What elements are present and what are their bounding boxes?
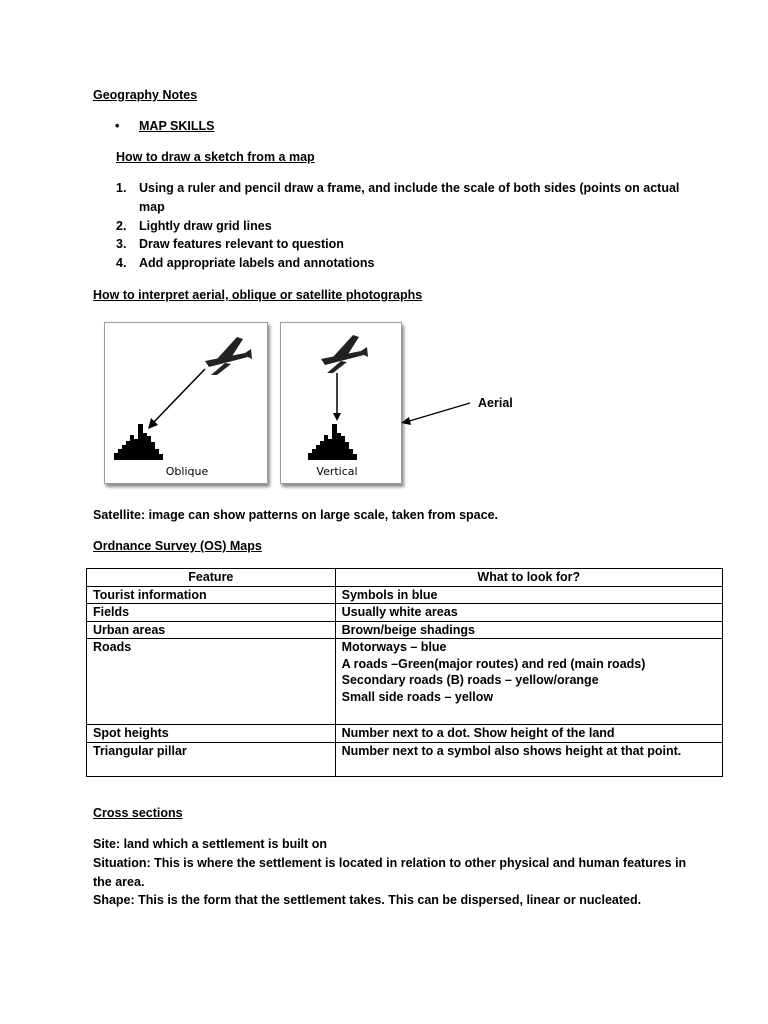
look-cell: Brown/beige shadings [335, 621, 722, 639]
look-cell [335, 639, 722, 725]
vertical-label: Vertical [316, 465, 358, 478]
feature-cell: Spot heights [87, 725, 336, 743]
vertical-plane-diagram [281, 323, 401, 483]
definition-situation [93, 856, 686, 870]
table-row [87, 604, 723, 622]
definition-site [93, 837, 327, 851]
feature-cell: Urban areas [87, 621, 336, 639]
look-cell: Number next to a symbol also shows height at that point. [335, 742, 722, 776]
table-row [87, 621, 723, 639]
section-map-skills: MAP SKILLS [139, 119, 215, 133]
table-row [87, 586, 723, 604]
oblique-plane-diagram [105, 323, 267, 483]
feature-cell: Triangular pillar [87, 742, 336, 776]
step-number: 3. [116, 237, 127, 251]
step-text: Using a ruler and pencil draw a frame, and include the scale of both sides (points on actual [139, 181, 680, 195]
oblique-photo [104, 322, 268, 484]
feature-cell: Tourist information [87, 586, 336, 604]
vertical-photo [280, 322, 402, 484]
table-row [87, 742, 723, 776]
step-number: 2. [116, 219, 127, 233]
feature-cell: Roads [87, 639, 336, 725]
step-text: Lightly draw grid lines [139, 219, 272, 233]
satellite-text: Satellite: image can show patterns on large scale, taken from space. [93, 508, 499, 522]
look-cell: Number next to a dot. Show height of the land [335, 725, 722, 743]
definition-text: This is the form that the settlement takes. This can be dispersed, linear or nucleated. [134, 893, 642, 907]
look-cell: Symbols in blue [335, 586, 722, 604]
table-row [87, 725, 723, 743]
table-header-row [87, 569, 723, 587]
plane-icon [321, 335, 368, 373]
sketch-heading: How to draw a sketch from a map [116, 150, 315, 164]
step-number: 1. [116, 181, 127, 195]
cross-sections-heading: Cross sections [93, 806, 183, 820]
plane-icon [205, 337, 252, 375]
aerial-arrow [398, 395, 473, 427]
definition-term: Situation: [93, 856, 151, 870]
os-heading: Ordnance Survey (OS) Maps [93, 539, 262, 553]
interpret-heading: How to interpret aerial, oblique or satellite photographs [93, 288, 423, 302]
column-header-look: What to look for? [335, 569, 722, 587]
aerial-label: Aerial [478, 396, 513, 410]
step-text: Add appropriate labels and annotations [139, 256, 375, 270]
look-cell: Usually white areas [335, 604, 722, 622]
definition-situation-continued: the area. [93, 875, 145, 889]
page-title: Geography Notes [93, 88, 198, 102]
look-line: A roads –Green(major routes) and red (main roads) [341, 656, 646, 671]
look-line: Small side roads – yellow [341, 689, 494, 704]
os-map-table [86, 568, 723, 777]
look-line: Motorways – blue [341, 640, 447, 654]
step-text-continued: map [139, 200, 165, 214]
oblique-label: Oblique [165, 465, 209, 478]
definition-text: land which a settlement is built on [120, 837, 328, 851]
table-row [87, 639, 723, 725]
definition-term: Shape: [93, 893, 135, 907]
feature-cell: Fields [87, 604, 336, 622]
column-header-feature: Feature [87, 569, 336, 587]
city-skyline-icon [308, 424, 357, 460]
step-text: Draw features relevant to question [139, 237, 344, 251]
step-number: 4. [116, 256, 127, 270]
look-line: Secondary roads (B) roads – yellow/orange [341, 673, 599, 687]
city-skyline-icon [114, 424, 163, 460]
bullet-marker: • [115, 119, 120, 133]
definition-shape [93, 893, 641, 907]
definition-text: This is where the settlement is located in relation to other physical and human features in [150, 856, 687, 870]
definition-term: Site: [93, 837, 121, 851]
